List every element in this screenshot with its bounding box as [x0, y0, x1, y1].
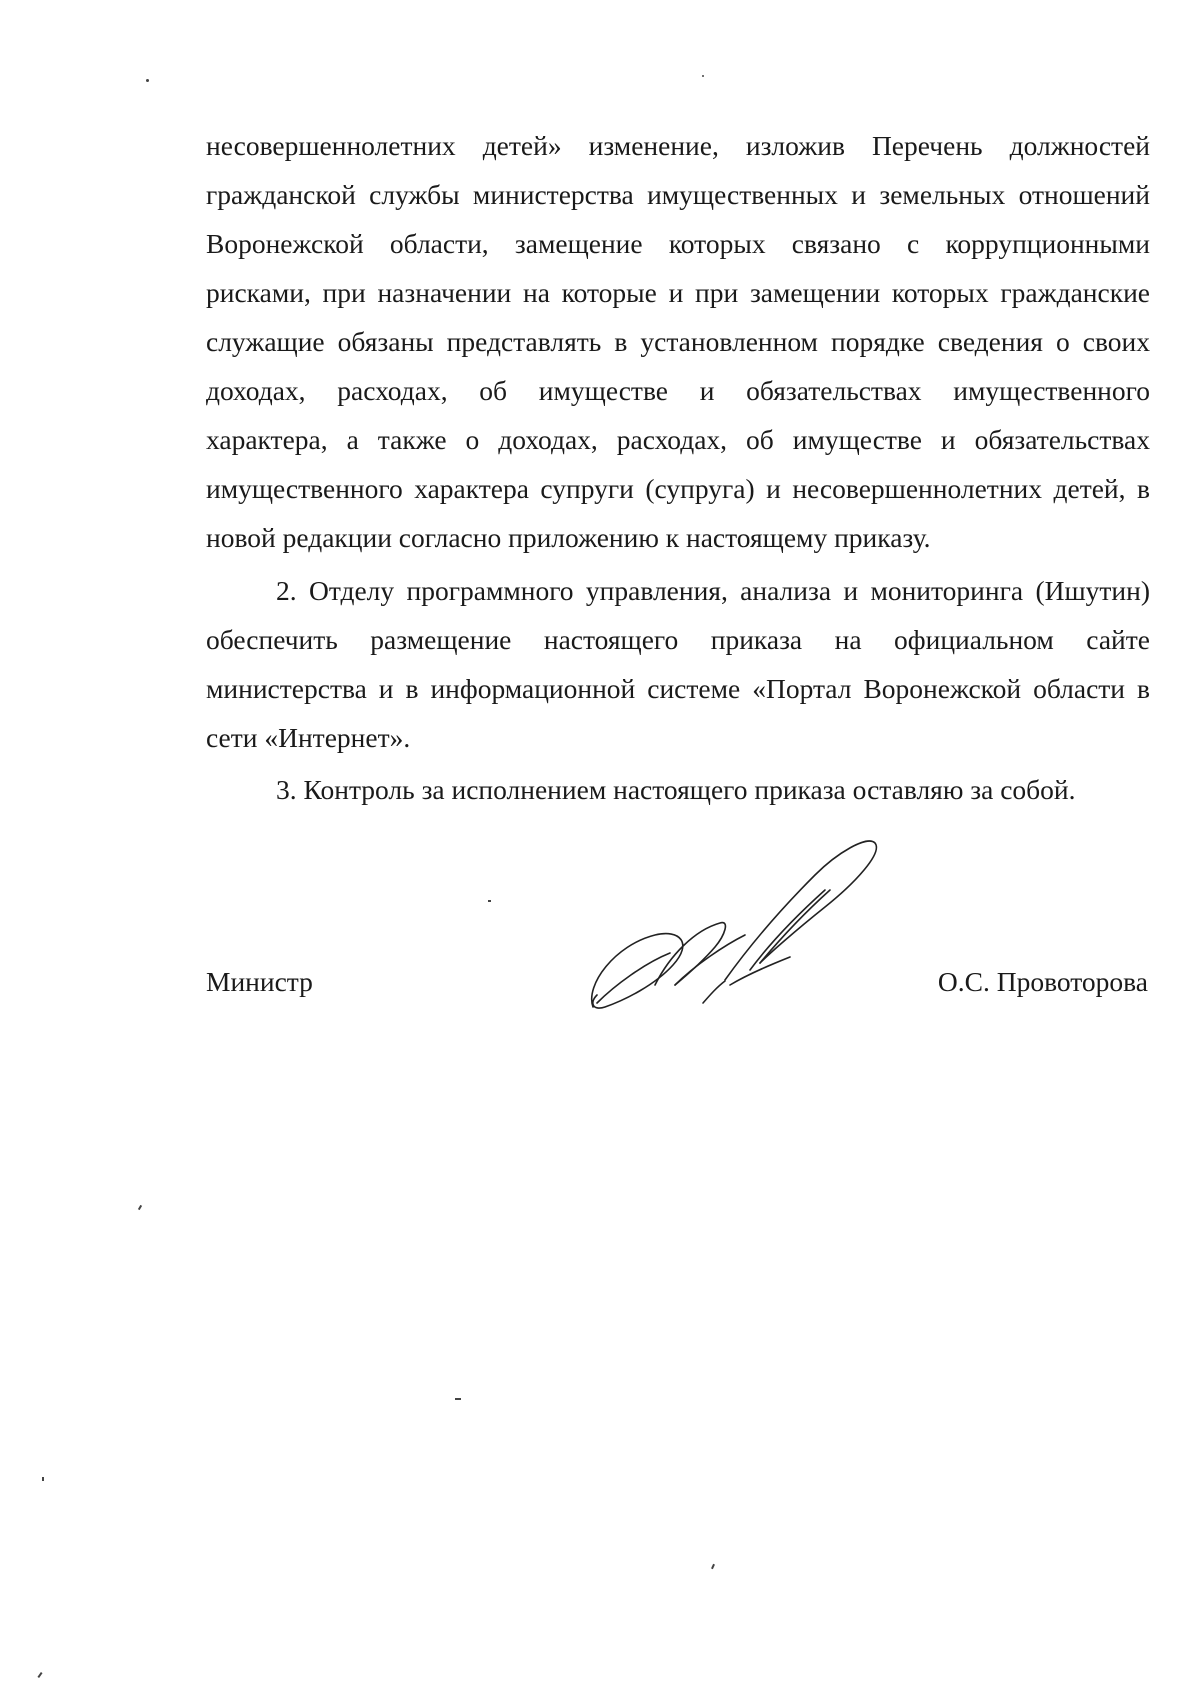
scan-speck: [138, 1205, 142, 1210]
paragraph-1-line-6: доходах, расходах, об имуществе и обязательствах имущественного: [206, 375, 1150, 406]
scan-speck: [42, 1477, 44, 1481]
paragraph-1-line-1: несовершеннолетних детей» изменение, изложив Перечень должностей: [206, 130, 1150, 161]
scan-speck: [702, 75, 704, 77]
scan-speck: [146, 79, 149, 82]
scan-speck: [455, 1398, 461, 1400]
scan-speck: [711, 1564, 715, 1569]
paragraph-1-line-9: новой редакции согласно приложению к настоящему приказу.: [206, 522, 931, 553]
paragraph-3-line-1: 3. Контроль за исполнением настоящего приказа оставляю за собой.: [276, 774, 1076, 805]
paragraph-1-line-3: Воронежской области, замещение которых связано с коррупционными: [206, 228, 1150, 259]
paragraph-1-line-2: гражданской службы министерства имущественных и земельных отношений: [206, 179, 1150, 210]
paragraph-2-line-1: 2. Отделу программного управления, анализа и мониторинга (Ишутин): [276, 575, 1150, 606]
paragraph-1-line-8: имущественного характера супруги (супруга) и несовершеннолетних детей, в: [206, 473, 1150, 504]
handwritten-signature: [575, 835, 885, 1020]
scan-speck: [488, 900, 491, 902]
paragraph-1-line-4: рисками, при назначении на которые и при замещении которых гражданские: [206, 277, 1150, 308]
paragraph-1-line-5: служащие обязаны представлять в установленном порядке сведения о своих: [206, 326, 1150, 357]
position-title: Министр: [206, 966, 313, 997]
scan-speck: [37, 1672, 42, 1678]
signatory-name: О.С. Провоторова: [937, 966, 1148, 997]
paragraph-2-line-2: обеспечить размещение настоящего приказа на официальном сайте: [206, 624, 1150, 655]
paragraph-1-line-7: характера, а также о доходах, расходах, об имуществе и обязательствах: [206, 424, 1150, 455]
paragraph-2-line-4: сети «Интернет».: [206, 722, 411, 753]
paragraph-2-line-3: министерства и в информационной системе «Портал Воронежской области в: [206, 673, 1150, 704]
